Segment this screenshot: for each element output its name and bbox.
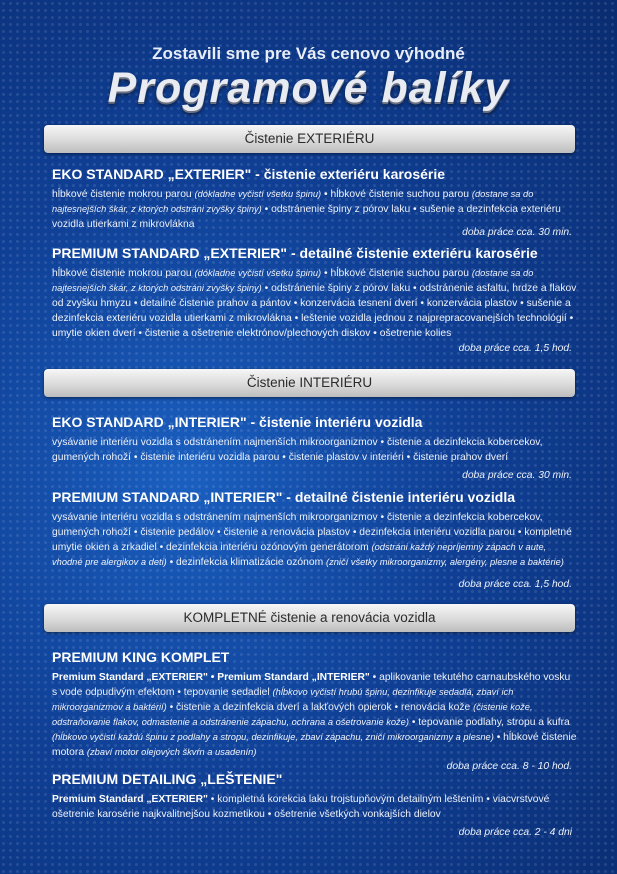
package-king-komplet [52,648,578,760]
package-heading: EKO STANDARD „EXTERIER" - čistenie exteriéru karosérie [52,166,446,182]
package-description: Premium Standard „EXTERIER" • kompletná korekcia laku trojstupňovým detailným leštením • viacvrstvové ošetrenie karosérie najkvalitnejšou kozmetikou • ošetrenie všetkých vonkajších dielov [52,794,550,820]
package-heading: EKO STANDARD „INTERIER" - čistenie interiéru vozidla [52,414,423,430]
package-description: vysávanie interiéru vozidla s odstránením najmenších mikroorganizmov • čistenie a dezinfekcia kobercekov, gumených rohoží • čistenie pedálov • čistenie a renovácia plastov • dezinfekcia interiéru vozidla parou • kompletné umytie okien a zrkadiel • dezinfekcia interiéru ozónovým generátorom (odstráni každý nepríjemný zápach v aute, vhodné pre alergikov a deti) • dezinfekcia klimatizácie ozónom (zničí všetky mikroorganizmy, alergény, plesne a baktérie) [52,512,572,568]
package-description: hĺbkové čistenie mokrou parou (dókladne vyčistí všetku špinu) • hĺbkové čistenie suchou parou (dostane sa do najtesnejších škár, z ktorých odstráni zvyšky špiny) • odstránenie špiny z pórov laku • odstránenie asfaltu, hrdze a flakov od zvyšku hmyzu • detailné čistenie prahov a pántov • konzervácia tesnení dverí • konzervácia plastov • sušenie a dezinfekcia exteriéru vozidla utierkami z mikrovlákna • leštenie vozidla jednou z najprepracovanejších technológií • umytie okien dverí • čistenie a ošetrenie elektrónov/plechových diskov • ošetrenie kolies [52,268,577,339]
package-description: hĺbkové čistenie mokrou parou (dókladne vyčistí všetku špinu) • hĺbkové čistenie suchou parou (dostane sa do najtesnejších škár, z ktorých odstráni zvyšky špiny) • odstránenie špiny z pórov laku • sušenie a dezinfekcia exteriéru vozidla utierkami z mikrovlákna [52,189,561,230]
duration-label: doba práce cca. 30 min. [462,227,572,238]
package-detailing [52,770,578,822]
duration-label: doba práce cca. 1,5 hod. [458,343,572,354]
duration-label: doba práce cca. 8 - 10 hod. [446,761,572,772]
package-premium-exterior [52,244,578,341]
package-description: Premium Standard „EXTERIER" • Premium Standard „INTERIER" • aplikovanie tekutého carnaubského vosku s vode odpudivým efektom • tepovanie sedadiel (hĺbkovo vyčistí hrubú špinu, dezinfikuje sedadlá, zbaví ich mikroorganizmov a baktérií) • čistenie a dezinfekcia dverí a lakťových opierok • renovácia kože (čistenie kože, odstraňovanie flakov, odmastenie a odstránenie zápachu, ochrana a ošetrovanie kože) • tepovanie podlahy, stropu a kufra (hĺbkovo vyčistí každú špinu z podlahy a stropu, dezinfikuje, zbaví zápachu, zničí mikroorganizmy a plesne) • hĺbkové čistenie motora (zbaví motor olejových škvŕn a usadenín) [52,672,577,758]
package-heading: PREMIUM STANDARD „EXTERIER" - detailné čistenie exteriéru karosérie [52,245,538,261]
package-description: vysávanie interiéru vozidla s odstránením najmenších mikroorganizmov • čistenie a dezinfekcia kobercekov, gumených rohoží • čistenie interiéru vozidla parou • čistenie plastov v interiéri • čistenie prahov dverí [52,437,543,463]
page-title: Programové balíky [107,64,510,112]
duration-label: doba práce cca. 30 min. [462,470,572,481]
intro-text: Zostavili sme pre Vás cenovo výhodné [152,44,465,63]
package-eko-exterior [52,165,578,232]
package-heading: PREMIUM STANDARD „INTERIER" - detailné čistenie interiéru vozidla [52,489,515,505]
duration-label: doba práce cca. 2 - 4 dni [458,827,572,838]
duration-label: doba práce cca. 1,5 hod. [458,579,572,590]
package-premium-interior [52,488,578,570]
section-bar-interior: Čistenie INTERIÉRU [44,369,575,397]
section-bar-complete: KOMPLETNÉ čistenie a renovácia vozidla [44,604,575,632]
package-heading: PREMIUM DETAILING „LEŠTENIE" [52,771,283,787]
package-eko-interior [52,413,578,465]
package-heading: PREMIUM KING KOMPLET [52,649,230,665]
section-bar-exterior: Čistenie EXTERIÉRU [44,125,575,153]
